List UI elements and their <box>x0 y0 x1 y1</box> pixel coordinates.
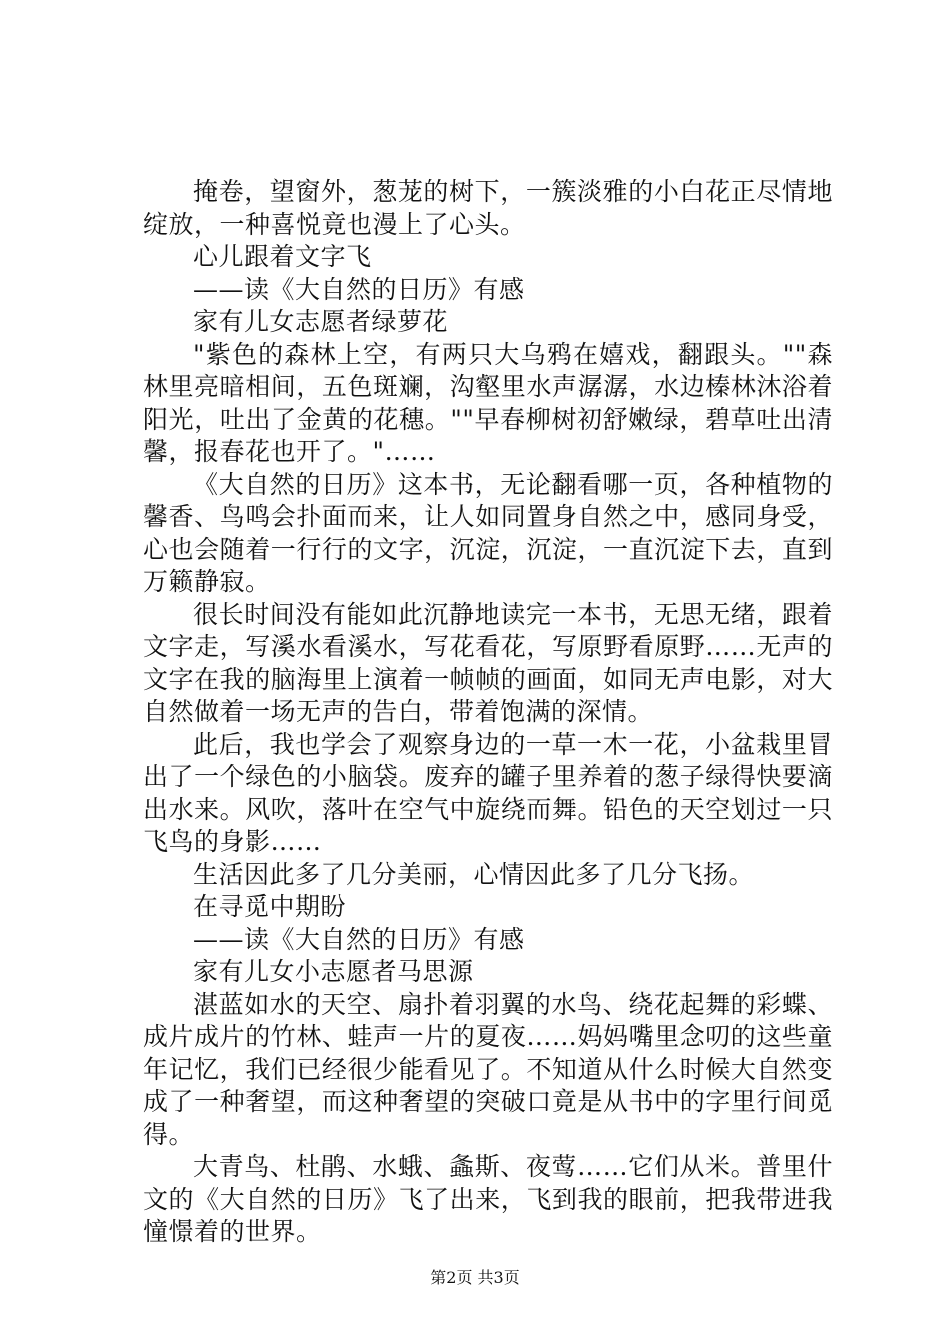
section-title: 在寻觅中期盼 <box>193 892 347 921</box>
paragraph: 生活因此多了几分美丽，心情因此多了几分飞扬。 <box>193 859 755 889</box>
section-title: 心儿跟着文字飞 <box>193 242 372 271</box>
section-subtitle: ——读《大自然的日历》有感 <box>193 924 525 954</box>
paragraph: 此后，我也学会了观察身边的一草一木一花，小盆栽里冒出了一个绿色的小脑袋。废弃的罐子里养着的葱子绿得快要滴出水来。风吹，落叶在空气中旋绕而舞。铅色的天空划过一只飞鸟的身影…… <box>143 729 833 856</box>
paragraph: 湛蓝如水的天空、扇扑着羽翼的水鸟、绕花起舞的彩蝶、成片成片的竹林、蛙声一片的夏夜……妈妈嘴里念叨的这些童年记忆，我们已经很少能看见了。不知道从什么时候大自然变成了一种奢望，而这种奢望的突破口竟是从书中的字里行间觅得。 <box>143 989 833 1149</box>
page-number: 第2页 共3页 <box>430 1268 520 1287</box>
paragraph: 《大自然的日历》这本书，无论翻看哪一页，各种植物的馨香、鸟鸣会扑面而来，让人如同置身自然之中，感同身受，心也会随着一行行的文字，沉淀，沉淀，一直沉淀下去，直到万籁静寂。 <box>143 469 833 596</box>
paragraph: 很长时间没有能如此沉静地读完一本书，无思无绪，跟着文字走，写溪水看溪水，写花看花，写原野看原野……无声的文字在我的脑海里上演着一帧帧的画面，如同无声电影，对大自然做着一场无声的告白，带着饱满的深情。 <box>143 599 833 726</box>
paragraph: 掩卷，望窗外，葱茏的树下，一簇淡雅的小白花正尽情地绽放，一种喜悦竟也漫上了心头。 <box>143 177 833 239</box>
section-subtitle: ——读《大自然的日历》有感 <box>193 274 525 304</box>
paragraph: 大青鸟、杜鹃、水蛾、螽斯、夜莺……它们从米。普里什文的《大自然的日历》飞了出来，飞到我的眼前，把我带进我憧憬着的世界。 <box>143 1152 833 1246</box>
paragraph: "紫色的森林上空，有两只大乌鸦在嬉戏，翻跟头。""森林里亮暗相间，五色斑斓，沟壑里水声潺潺，水边榛林沐浴着阳光，吐出了金黄的花穗。""早春柳树初舒嫩绿，碧草吐出清馨，报春花也开了。"…… <box>143 339 833 466</box>
document-body <box>143 176 833 1249</box>
section-author: 家有儿女志愿者绿萝花 <box>193 307 449 336</box>
section-author: 家有儿女小志愿者马思源 <box>193 957 474 986</box>
